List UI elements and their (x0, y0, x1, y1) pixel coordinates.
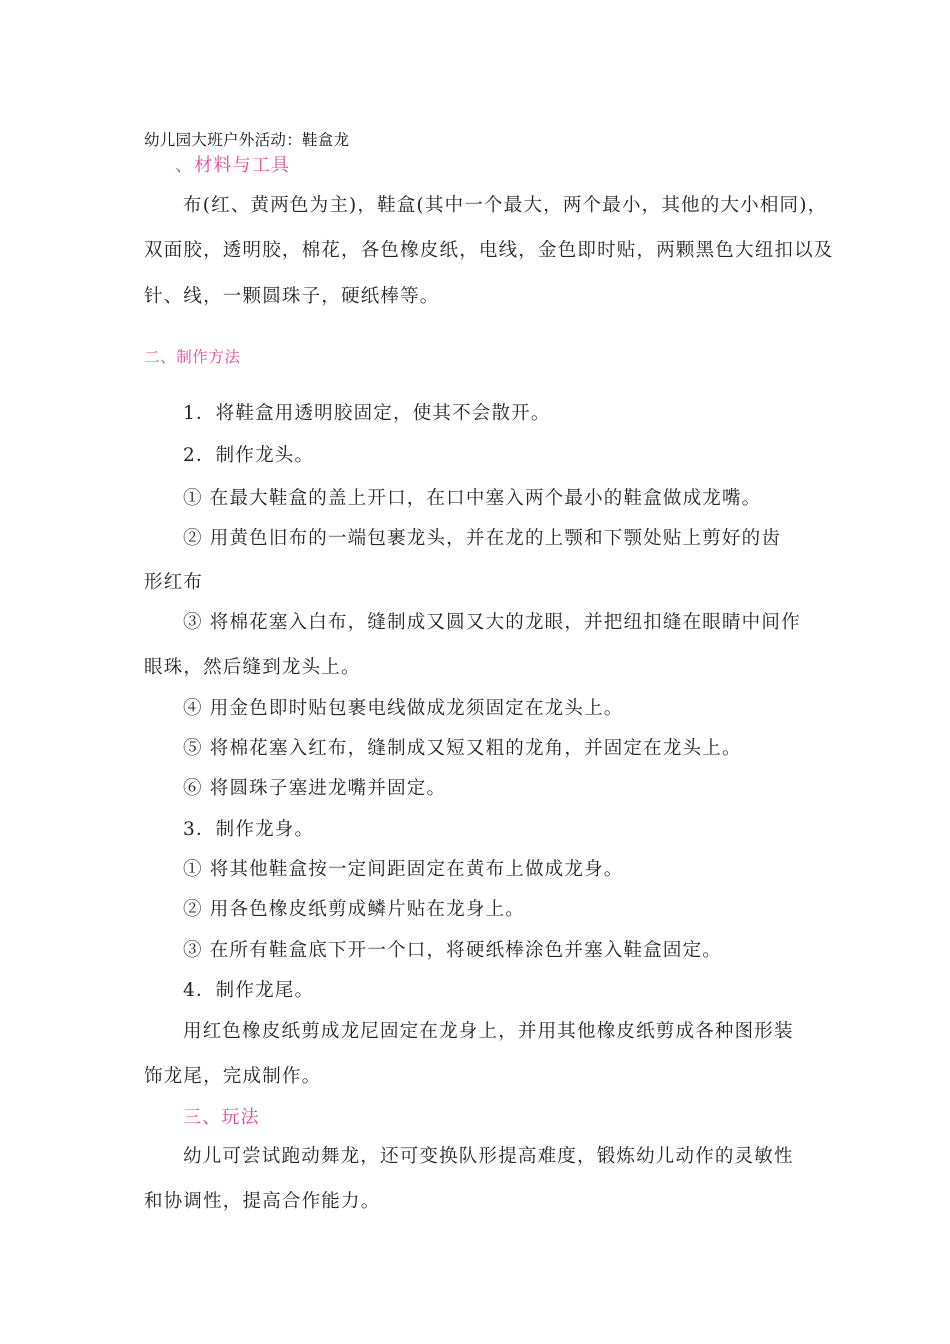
paragraph-line: 针、线，一颗圆珠子，硬纸棒等。 (144, 286, 440, 307)
section-heading-play: 三、玩法 (183, 1107, 260, 1128)
step-line: ② 用各色橡皮纸剪成鳞片贴在龙身上。 (183, 899, 525, 920)
step-line: ③ 在所有鞋盒底下开一个口，将硬纸棒涂色并塞入鞋盒固定。 (183, 940, 722, 961)
step-line: ⑤ 将棉花塞入红布，缝制成又短又粗的龙角，并固定在龙头上。 (183, 738, 742, 759)
step-line: 2．制作龙头。 (183, 445, 315, 466)
step-line: ② 用黄色旧布的一端包裹龙头，并在龙的上颚和下颚处贴上剪好的齿 (183, 528, 782, 549)
document-title: 幼儿园大班户外活动：鞋盒龙 (144, 131, 350, 149)
step-line: ① 在最大鞋盒的盖上开口，在口中塞入两个最小的鞋盒做成龙嘴。 (183, 488, 762, 509)
step-line: ③ 将棉花塞入白布，缝制成又圆又大的龙眼，并把纽扣缝在眼睛中间作 (183, 612, 801, 633)
step-line: ④ 用金色即时贴包裹电线做成龙须固定在龙头上。 (183, 698, 624, 719)
step-line: 1．将鞋盒用透明胶固定，使其不会散开。 (183, 403, 551, 424)
step-line: 4．制作龙尾。 (183, 980, 315, 1001)
paragraph-line: 布(红、黄两色为主)，鞋盒(其中一个最大，两个最小，其他的大小相同)， (183, 195, 828, 216)
paragraph-line: 双面胶，透明胶，棉花，各色橡皮纸，电线，金色即时贴，两颗黑色大纽扣以及 (144, 240, 834, 261)
step-line: ⑥ 将圆珠子塞进龙嘴并固定。 (183, 778, 447, 799)
section-heading-method: 二、制作方法 (144, 348, 241, 366)
paragraph-line: 和协调性，提高合作能力。 (144, 1191, 381, 1212)
step-line: 饰龙尾，完成制作。 (144, 1066, 322, 1087)
step-line: 形红布 (144, 572, 204, 593)
section-heading-materials: 、材料与工具 (175, 155, 291, 176)
step-line: 眼珠，然后缝到龙头上。 (144, 657, 361, 678)
step-line: 用红色橡皮纸剪成龙尼固定在龙身上，并用其他橡皮纸剪成各种图形装 (183, 1021, 794, 1042)
step-line: ① 将其他鞋盒按一定间距固定在黄布上做成龙身。 (183, 859, 624, 880)
paragraph-line: 幼儿可尝试跑动舞龙，还可变换队形提高难度，锻炼幼儿动作的灵敏性 (183, 1146, 794, 1167)
step-line: 3．制作龙身。 (183, 819, 315, 840)
